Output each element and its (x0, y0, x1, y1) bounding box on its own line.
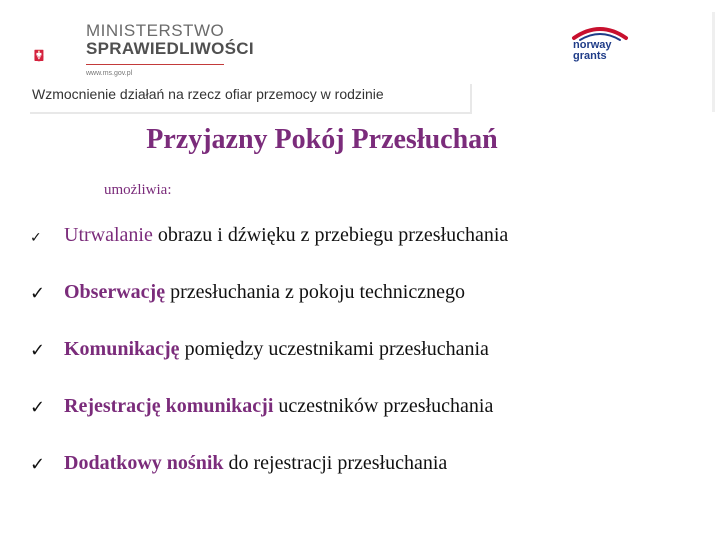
list-item-text (64, 338, 489, 361)
list-item-rest: obrazu i dźwięku z przebiegu przesłuchania (152, 224, 509, 246)
page-title: Przyjazny Pokój Przesłuchań (146, 124, 498, 155)
checkmark-icon: ✓ (30, 283, 46, 304)
list-item-highlight: Dodatkowy nośnik (64, 452, 224, 474)
list-item-rest: do rejestracji przesłuchania (223, 452, 448, 474)
list-item-text (64, 452, 447, 475)
list-item-rest: uczestników przesłuchania (273, 395, 494, 417)
list-item-rest: pomiędzy uczestnikami przesłuchania (179, 338, 489, 360)
list-item-rest: przesłuchania z pokoju technicznego (165, 281, 465, 303)
intro-text: umożliwia: (104, 182, 172, 198)
checkmark-icon: ✓ (30, 230, 42, 246)
list-item-text (64, 224, 508, 247)
list-item-highlight: Utrwalanie (64, 224, 153, 246)
ministry-url: www.ms.gov.pl (86, 70, 133, 77)
norway-grants-line2: grants (573, 50, 607, 62)
norway-grants-line1: norway (573, 39, 612, 51)
list-item-text (64, 281, 465, 304)
checkmark-icon: ✓ (30, 454, 46, 475)
ministry-name-line1: MINISTERSTWO (86, 21, 225, 40)
ministry-name-line2: SPRAWIEDLIWOŚCI (86, 38, 254, 58)
ministry-divider (86, 64, 224, 65)
norway-grants-logo-text (573, 40, 612, 62)
list-item-text (64, 395, 493, 418)
list-item-highlight: Komunikację (64, 338, 180, 360)
polish-eagle-emblem-icon (34, 30, 78, 82)
checkmark-icon: ✓ (30, 340, 46, 361)
checkmark-icon: ✓ (30, 397, 46, 418)
ministry-name (86, 22, 254, 58)
list-item-highlight: Obserwację (64, 281, 166, 303)
header-side-rule (712, 12, 715, 112)
project-subtitle: Wzmocnienie działań na rzecz ofiar przemocy w rodzinie (32, 86, 384, 102)
list-item-highlight: Rejestrację komunikacji (64, 395, 274, 417)
